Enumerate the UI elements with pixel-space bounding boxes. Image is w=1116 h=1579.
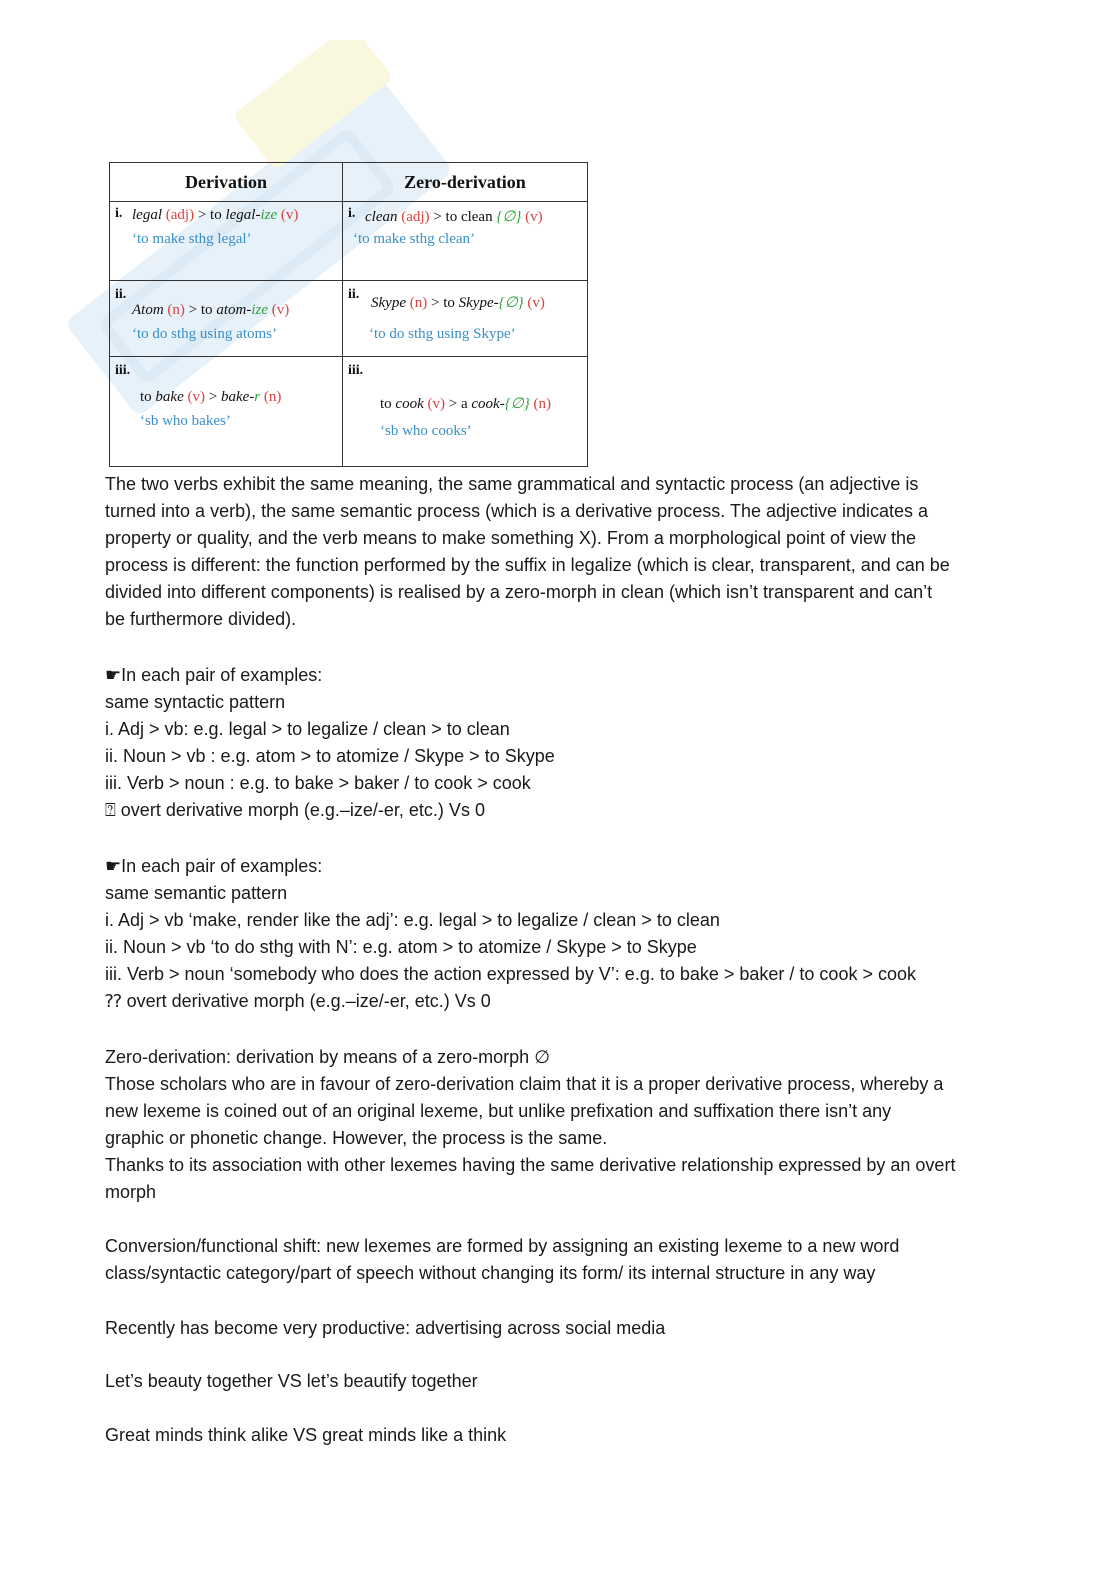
header-zero-derivation: Zero-derivation — [343, 163, 588, 202]
table-cell-zero-i — [343, 202, 588, 281]
pos-tag: (n) — [533, 396, 552, 412]
text-line: The two verbs exhibit the same meaning, the same grammatical and syntactic process (an adjective is — [105, 474, 919, 494]
text-line: i. Adj > vb ‘make, render like the adj’: e.g. legal > to legalize / clean > to clean — [105, 910, 720, 930]
pos-tag: (v) — [525, 209, 543, 225]
pos-tag: (adj) — [401, 209, 430, 225]
arrow-text: > to — [430, 295, 455, 311]
base-word: legal — [132, 207, 162, 223]
row-number: i. — [348, 206, 356, 221]
derived-word: atom- — [216, 302, 252, 318]
base-word: Atom — [132, 302, 164, 318]
syntactic-pattern-block — [105, 662, 1005, 824]
arrow-text: > to clean — [433, 209, 493, 225]
text-line: Zero-derivation: derivation by means of a zero-morph ∅ — [105, 1047, 550, 1067]
example-line — [371, 293, 545, 312]
zero-morph: {∅} — [496, 209, 522, 225]
text-line: Let’s beauty together VS let’s beautify together — [105, 1371, 478, 1391]
base-word: clean — [365, 209, 398, 225]
pos-tag: (n) — [409, 295, 428, 311]
arrow-text: > to — [197, 207, 222, 223]
example-line — [380, 394, 551, 413]
example-line — [140, 389, 281, 406]
productive-note — [105, 1315, 1005, 1342]
example-line — [365, 207, 543, 226]
pos-tag: (v) — [280, 207, 299, 223]
gloss: ‘to do sthg using Skype’ — [369, 326, 516, 342]
text-line: iii. Verb > noun ‘somebody who does the action expressed by V’: e.g. to bake > baker / to cook > cook — [105, 964, 916, 984]
semantic-pattern-block — [105, 853, 1005, 1015]
text-line: graphic or phonetic change. However, the process is the same. — [105, 1128, 608, 1148]
text-line: Those scholars who are in favour of zero-derivation claim that it is a proper derivative process, whereby a — [105, 1074, 944, 1094]
text-line: Great minds think alike VS great minds like a think — [105, 1425, 507, 1445]
table-row — [110, 202, 588, 281]
row-number: iii. — [348, 363, 364, 378]
text-line: be furthermore divided). — [105, 609, 297, 629]
arrow-text: > a — [448, 396, 468, 412]
row-number: iii. — [115, 363, 131, 378]
text-line: ii. Noun > vb ‘to do sthg with N’: e.g. atom > to atomize / Skype > to Skype — [105, 937, 697, 957]
gloss: ‘sb who cooks’ — [380, 423, 472, 439]
base-word: bake — [155, 389, 184, 405]
table-cell-derivation-iii — [110, 357, 343, 467]
row-number: i. — [115, 206, 123, 221]
pos-tag: (v) — [271, 302, 290, 318]
gloss: ‘to make sthg legal’ — [132, 231, 252, 247]
example-line — [132, 207, 298, 224]
text-line: ii. Noun > vb : e.g. atom > to atomize / Skype > to Skype — [105, 746, 555, 766]
intro-paragraph — [105, 471, 1005, 633]
table-row — [110, 281, 588, 357]
table-row — [110, 357, 588, 467]
text-line: morph — [105, 1182, 157, 1202]
text-line: ⁇ overt derivative morph (e.g.–ize/-er, etc.) Vs 0 — [105, 991, 491, 1011]
derived-word: bake- — [220, 389, 255, 405]
text-line: property or quality, and the verb means to make something X). From a morphological point of view the — [105, 528, 917, 548]
suffix: ize — [260, 207, 278, 223]
conversion-block — [105, 1233, 1005, 1287]
prefix-word: to — [380, 396, 392, 412]
example-beauty — [105, 1368, 1005, 1395]
header-derivation: Derivation — [110, 163, 343, 202]
text-line: iii. Verb > noun : e.g. to bake > baker / to cook > cook — [105, 773, 531, 793]
suffix: r — [254, 389, 261, 405]
zero-derivation-block — [105, 1044, 1005, 1206]
zero-morph: {∅} — [498, 295, 524, 311]
pos-tag: (n) — [167, 302, 185, 318]
table-cell-zero-iii — [343, 357, 588, 467]
pos-tag: (n) — [263, 389, 282, 405]
derived-word: Skype- — [458, 295, 499, 311]
pos-tag: (adj) — [165, 207, 195, 223]
text-line: Conversion/functional shift: new lexemes are formed by assigning an existing lexeme to a new word — [105, 1236, 900, 1256]
pos-tag: (v) — [527, 295, 545, 311]
derived-word: legal- — [225, 207, 261, 223]
text-line: ☛In each pair of examples: — [105, 856, 323, 876]
watermark-tag — [232, 40, 393, 171]
row-number: ii. — [115, 287, 127, 302]
row-number: ii. — [348, 287, 360, 302]
text-line: class/syntactic category/part of speech without changing its form/ its internal structure in any way — [105, 1263, 876, 1283]
base-word: cook — [395, 396, 424, 412]
text-line: ⍰ overt derivative morph (e.g.–ize/-er, etc.) Vs 0 — [105, 800, 485, 820]
suffix: ize — [251, 302, 268, 318]
text-line: process is different: the function performed by the suffix in legalize (which is clear, transparent, and can be — [105, 555, 950, 575]
derivation-table — [109, 162, 588, 467]
text-line: divided into different components) is realised by a zero-morph in clean (which isn’t transparent and can’t — [105, 582, 933, 602]
text-line: same semantic pattern — [105, 883, 288, 903]
arrow-text: > — [208, 389, 218, 405]
table-cell-zero-ii — [343, 281, 588, 357]
derived-word: cook- — [471, 396, 505, 412]
zero-morph: {∅} — [504, 396, 530, 412]
example-great-minds — [105, 1422, 1005, 1449]
text-line: new lexeme is coined out of an original lexeme, but unlike prefixation and suffixation there isn’t any — [105, 1101, 892, 1121]
text-line: i. Adj > vb: e.g. legal > to legalize / clean > to clean — [105, 719, 510, 739]
gloss: ‘to make sthg clean’ — [353, 231, 476, 247]
text-line: ☛In each pair of examples: — [105, 665, 323, 685]
table-cell-derivation-i — [110, 202, 343, 281]
base-word: Skype — [371, 295, 406, 311]
prefix-word: to — [140, 389, 152, 405]
pos-tag: (v) — [187, 389, 205, 405]
gloss: ‘to do sthg using atoms’ — [132, 326, 277, 342]
text-line: turned into a verb), the same semantic process (which is a derivative process. The adjective indicates a — [105, 501, 929, 521]
gloss: ‘sb who bakes’ — [140, 413, 231, 429]
table-cell-derivation-ii — [110, 281, 343, 357]
arrow-text: > to — [188, 302, 213, 318]
text-line: same syntactic pattern — [105, 692, 286, 712]
pos-tag: (v) — [427, 396, 445, 412]
text-line: Recently has become very productive: advertising across social media — [105, 1318, 666, 1338]
text-line: Thanks to its association with other lexemes having the same derivative relationship expressed by an overt — [105, 1155, 956, 1175]
example-line — [132, 302, 289, 319]
